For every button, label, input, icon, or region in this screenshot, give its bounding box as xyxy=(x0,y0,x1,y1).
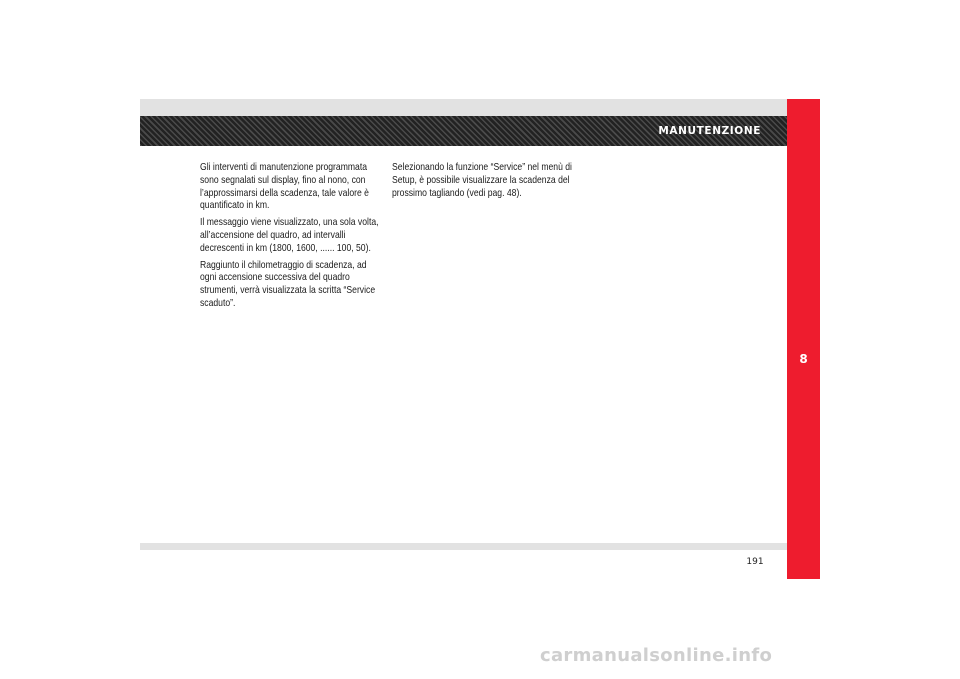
bottom-gray-band xyxy=(140,543,787,550)
paragraph: Gli interventi di manutenzione programmata sono segnalati sul display, fino al nono, con l’approssimarsi della scadenza, tale valore è quantificato in km. xyxy=(200,161,369,212)
paragraph: Il messaggio viene visualizzato, una sola volta, all’accensione del quadro, ad intervalli decrescenti in km (1800, 1600, ...... 100, 50). xyxy=(200,216,379,254)
section-header-bar xyxy=(140,116,787,146)
left-text-column xyxy=(200,161,379,314)
section-title: MANUTENZIONE xyxy=(658,125,761,137)
paragraph: Raggiunto il chilometraggio di scadenza, ad ogni accensione successiva del quadro strumenti, verrà visualizzata la scritta “Service scaduto”. xyxy=(200,258,376,309)
chapter-tab xyxy=(787,99,820,579)
paragraph: Selezionando la funzione “Service” nel menù di Setup, è possibile visualizzare la scadenza del prossimo tagliando (vedi pag. 48). xyxy=(392,161,572,199)
watermark[interactable]: carmanualsonline.info xyxy=(540,645,773,666)
page-number: 191 xyxy=(746,557,764,567)
top-gray-band xyxy=(140,99,787,116)
right-text-column xyxy=(392,161,581,203)
chapter-number: 8 xyxy=(799,352,808,366)
